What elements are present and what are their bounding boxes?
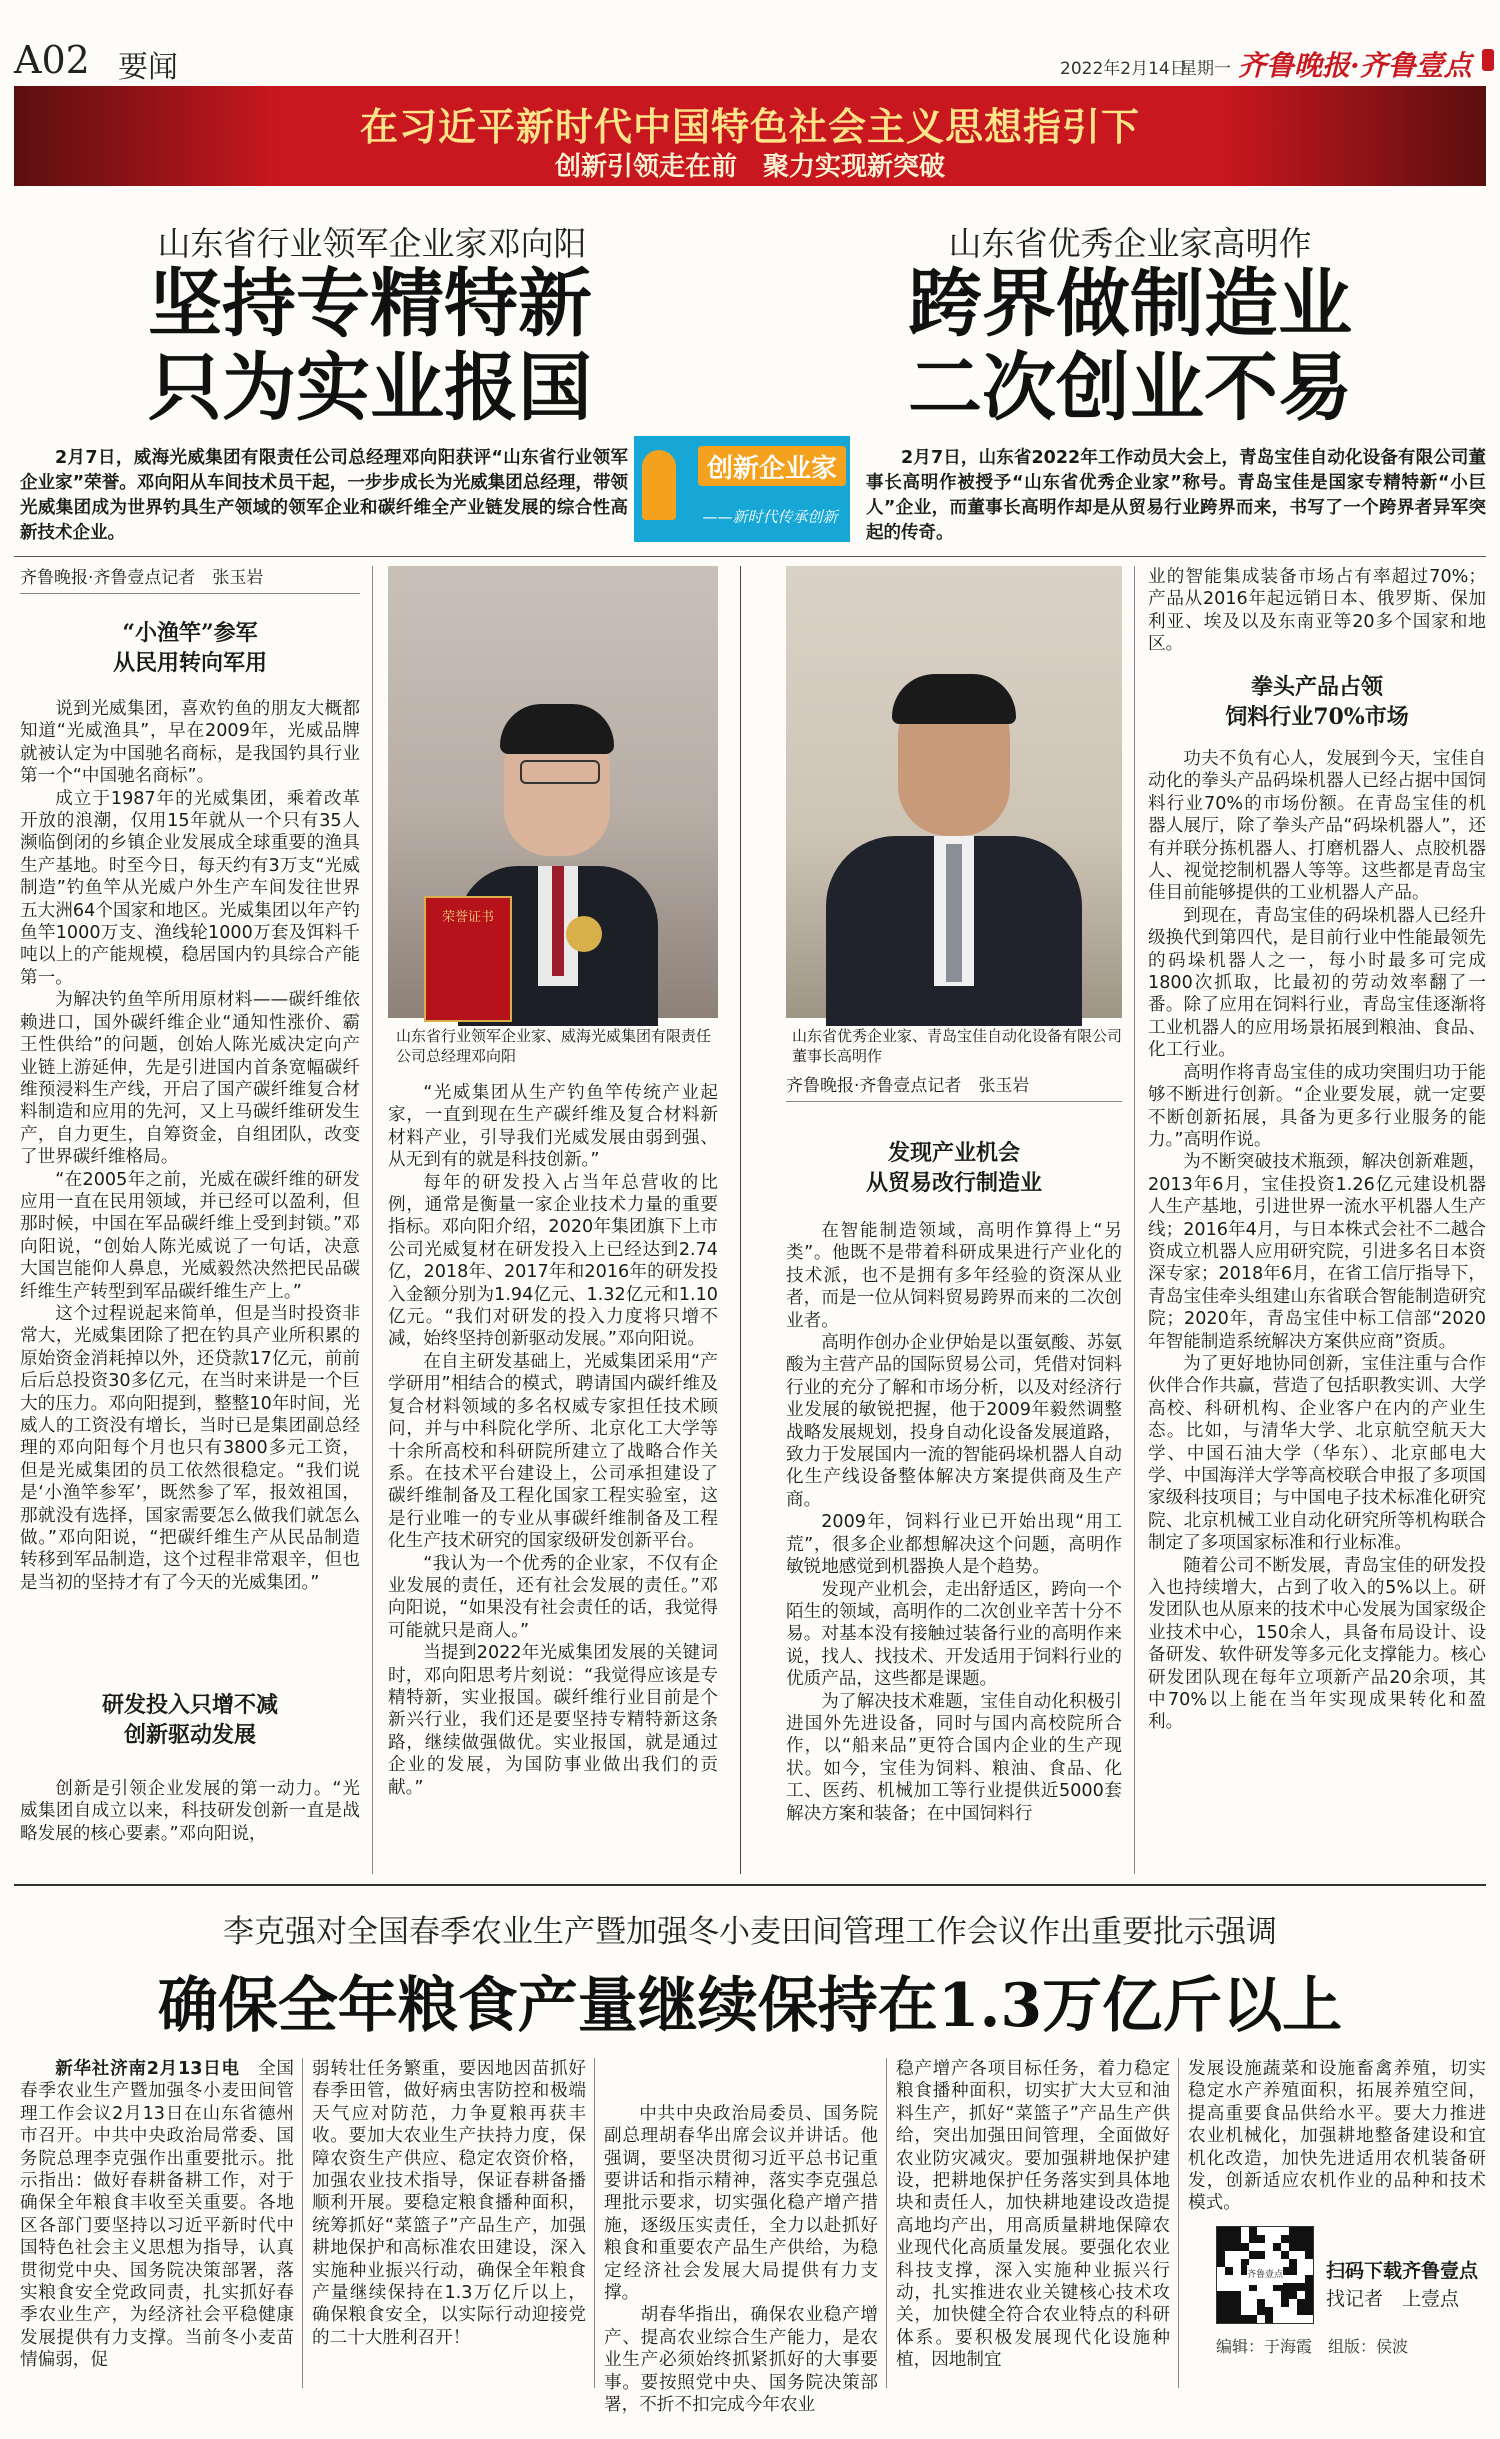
banner-subtitle: 创新引领走在前 聚力实现新突破 <box>554 152 945 182</box>
banner-title: 在习近平新时代中国特色社会主义思想指引下 <box>359 104 1140 149</box>
qr-module <box>1305 2275 1313 2283</box>
qr-module <box>1305 2299 1313 2307</box>
left-column-1b <box>20 1778 360 1870</box>
left-lead <box>20 446 628 546</box>
paragraph: 说到光威集团，喜欢钓鱼的朋友大概都知道“光威渔具”，早在2009年，光威品牌就被认定为中国驰名商标，是我国钓具行业第一个“中国驰名商标”。 <box>20 699 360 787</box>
qr-module <box>1233 2243 1241 2251</box>
qr-module <box>1233 2227 1241 2235</box>
qr-module <box>1257 2307 1265 2315</box>
paragraph: 这个过程说起来简单，但是当时投资非常大，光威集团除了把在钓具产业所积累的原始资金消耗掉以外，还贷款17亿元，前前后后总投资30多亿元，在当时来讲是一个巨大的压力。邓向阳提到，整整10年时间，光威人的工资没有增长，当时已是集团副总经理的邓向阳每个月也只有3800多元工资，但是光威集团的员工依然很稳定。“我们说是‘小渔竿参军’，既然参了军，报效祖国，那就没有选择，国家需要怎么做我们就怎么做。”邓向阳说，“把碳纤维生产从民品制造转移到军品制造，这个过程非常艰辛，但也是当初的坚持才有了今天的光威集团。” <box>20 1303 360 1593</box>
right-subhead-2b: 饲料行业70%市场 <box>1225 704 1409 730</box>
left-subhead-1b: 从民用转向军用 <box>112 650 267 676</box>
left-column-2 <box>388 1082 718 1874</box>
qr-module <box>1265 2307 1273 2315</box>
qr-module <box>1281 2235 1289 2243</box>
paragraph: 成立于1987年的光威集团，乘着改革开放的浪潮，仅用15年就从一个只有35人濒临倒闭的乡镇企业发展成全球重要的渔具生产基地。时至今日，每天约有3万支“光威制造”钓鱼竿从光威户外生产车间发往世界五大洲64个国家和地区。光威集团以年产钓鱼竿1000万支、渔线轮1000万套及饵料千吨以上的产能规模，稳居国内钓具综合产能第一。 <box>20 788 360 988</box>
divider <box>1178 2058 1179 2388</box>
qr-module <box>1297 2243 1305 2251</box>
left-subhead-2b: 创新驱动发展 <box>123 1722 256 1748</box>
issue-weekday: 星期一 <box>1180 59 1231 79</box>
badge-title: 创新企业家 <box>706 454 837 484</box>
paragraph: “在2005年之前，光威在碳纤维的研发应用一直在民用领域，并已经可以盈利，但那时候，中国在军品碳纤维上受到封锁。”邓向阳说，“创始人陈光威说了一句话，决意大国岂能仰人鼻息，光威毅然决然把民品碳纤维生产转型到军品碳纤维生产上。” <box>20 1169 360 1302</box>
qr-module <box>1297 2235 1305 2243</box>
qr-module <box>1249 2235 1257 2243</box>
qr-module <box>1305 2235 1313 2243</box>
paragraph: 弱转壮任务繁重，要因地因苗抓好春季田管，做好病虫害防控和极端天气应对防范，力争夏粮再获丰收。要加大农业生产扶持力度，保障农资生产供应、稳定农资价格，加强农业技术指导，保证春耕备播顺利开展。要稳定粮食播种面积，统筹抓好“菜篮子”产品生产，加强耕地保护和高标准农田建设，深入实施种业振兴行动，确保全年粮食产量继续保持在1.3万亿斤以上，确保粮食安全，以实际行动迎接党的二十大胜利召开！ <box>312 2059 586 2348</box>
qr-module <box>1225 2299 1233 2307</box>
left-subhead-1a: “小渔竿”参军 <box>122 620 258 646</box>
paragraph: 为解决钓鱼竿所用原材料——碳纤维依赖进口，国外碳纤维企业“通知性涨价、霸王性供给”的问题，创始人陈光威决定向产业链上游延伸，先是引进国内首条宽幅碳纤维预浸料生产线，开启了国产碳纤维复合材料制造和应用的先河，又上马碳纤维研发生产，自力更生，自筹资金，自组团队，改变了世界碳纤维格局。 <box>20 990 360 1168</box>
right-lead-text: 2月7日，山东省2022年工作动员大会上，青岛宝佳自动化设备有限公司董事长高明作被授予“山东省优秀企业家”称号。青岛宝佳是国家专精特新“小巨人”企业，而董事长高明作却是从贸易行业跨界而来，书写了一个跨界者异军突起的传奇。 <box>866 448 1486 543</box>
divider <box>594 2058 595 2388</box>
qr-module <box>1225 2315 1233 2323</box>
qr-module <box>1217 2315 1225 2323</box>
brand-logo: 齐鲁晚报·齐鲁壹点 <box>1238 49 1472 82</box>
paragraph: 创新是引领企业发展的第一动力。“光威集团自成立以来，科技研发创新一直是战略发展的核心要素。”邓向阳说， <box>20 1779 360 1844</box>
left-photo-caption: 山东省行业领军企业家、威海光威集团有限责任公司总经理邓向阳 <box>396 1027 712 1065</box>
certificate-label: 荣誉证书 <box>441 910 494 925</box>
bottom-column-1 <box>20 2058 294 2378</box>
qr-module <box>1225 2291 1233 2299</box>
bottom-column-2 <box>312 2058 586 2378</box>
qr-module <box>1217 2251 1225 2259</box>
paragraph <box>20 2058 294 2372</box>
qr-module <box>1281 2251 1289 2259</box>
paragraph: 2009年，饲料行业已开始出现“用工荒”，很多企业都想解决这个问题，高明作敏锐地感觉到机器换人是个趋势。 <box>786 1512 1122 1578</box>
dateline: 新华社济南2月13日电 <box>55 2059 240 2079</box>
right-kicker: 山东省优秀企业家高明作 <box>948 224 1312 263</box>
divider <box>740 566 741 1874</box>
paragraph: 功夫不负有心人，发展到今天，宝佳自动化的拳头产品码垛机器人已经占据中国饲料行业70%的市场份额。在青岛宝佳的机器人展厅，除了拳头产品“码垛机器人”，还有并联分拣机器人、打磨机器人、点胶机器人、视觉挖制机器人等等。这些都是青岛宝佳目前能够提供的工业机器人产品。 <box>1148 749 1486 904</box>
qr-module <box>1233 2235 1241 2243</box>
issue-date: 2022年2月14日 <box>1060 59 1187 79</box>
qr-module <box>1265 2315 1273 2323</box>
qr-module <box>1305 2243 1313 2251</box>
page-number: A02 <box>14 38 90 82</box>
qr-module <box>1249 2227 1257 2235</box>
divider <box>886 2058 887 2388</box>
paragraph: 每年的研发投入占当年总营收的比例，通常是衡量一家企业技术力量的重要指标。邓向阳介绍，2020年集团旗下上市公司光威复材在研发投入上已经达到2.74亿，2018年、2017年和2016年的研发投入金额分别为1.94亿元、1.32亿元和1.10亿元。“我们对研发的投入力度将只增不减，始终坚持创新驱动发展。”邓向阳说。 <box>388 1172 718 1350</box>
paragraph: 稳产增产各项目标任务，着力稳定粮食播种面积，切实扩大大豆和油料生产，抓好“菜篮子”产品生产供给，突出加强田间管理，全面做好农业防灾减灾。要加强耕地保护建设，把耕地保护任务落实到具体地块和责任人，加快耕地建设改造提高地均产出，用高质量耕地保障农业现代化高质量发展。要强化农业科技支撑，深入实施种业振兴行动，扎实推进农业关键核心技术攻关，加快健全符合农业特点的科研体系。要积极发展现代化设施种植，因地制宜 <box>896 2059 1170 2371</box>
right-photo <box>786 566 1122 1018</box>
divider <box>372 566 373 1874</box>
right-byline: 齐鲁晚报·齐鲁壹点记者 张玉岩 <box>786 1076 1030 1096</box>
paragraph: 高明作将青岛宝佳的成功突围归功于能够不断进行创新。“企业要发展，就一定要不断创新拓展，具备为更多行业服务的能力。”高明作说。 <box>1148 1062 1486 1150</box>
qr-module <box>1225 2243 1233 2251</box>
qr-module <box>1297 2283 1305 2291</box>
certificate <box>424 896 512 1022</box>
divider <box>302 2058 303 2388</box>
qr-module <box>1241 2315 1249 2323</box>
qr-module <box>1257 2299 1265 2307</box>
left-photo <box>388 566 718 1018</box>
qr-module <box>1297 2299 1305 2307</box>
qr-module <box>1233 2291 1241 2299</box>
qr-module <box>1297 2227 1305 2235</box>
paragraph: 随着公司不断发展，青岛宝佳的研发投入也持续增大，占到了收入的5%以上。研发团队也从原来的技术中心发展为国家级企业技术中心，150余人，具备布局设计、设备研发、软件研发等多元化支撑能力。核心研发团队现在每年立项新产品20余项，其中70%以上能在当年实现成果转化和盈利。 <box>1148 1555 1486 1733</box>
qr-code[interactable] <box>1216 2226 1314 2324</box>
right-photo-caption: 山东省优秀企业家、青岛宝佳自动化设备有限公司董事长高明作 <box>792 1027 1123 1065</box>
right-headline-2: 二次创业不易 <box>908 345 1352 431</box>
qr-module <box>1273 2243 1281 2251</box>
microphone-icon <box>642 450 676 520</box>
right-subhead-1b: 从贸易改行制造业 <box>865 1170 1042 1196</box>
paragraph: “我认为一个优秀的企业家，不仅有企业发展的责任，还有社会发展的责任。”邓向阳说，“如果没有社会责任的话，我觉得可能就只是商人。” <box>388 1553 718 1641</box>
qr-slogan: 找记者 上壹点 <box>1326 2288 1460 2310</box>
qr-module <box>1281 2299 1289 2307</box>
qr-module <box>1305 2227 1313 2235</box>
top-banner <box>14 86 1486 186</box>
section-name: 要闻 <box>118 50 178 85</box>
hair <box>500 704 614 754</box>
qr-module <box>1289 2227 1297 2235</box>
right-column-1 <box>786 1220 1122 1874</box>
bottom-kicker: 李克强对全国春季农业生产暨加强冬小麦田间管理工作会议作出重要批示强调 <box>223 1914 1277 1950</box>
paragraph: “光威集团从生产钓鱼竿传统产业起家，一直到现在生产碳纤维及复合材料新材料产业，引导我们光威发展由弱到强、从无到有的就是科技创新。” <box>388 1083 718 1171</box>
brand-mark-icon <box>1482 49 1494 71</box>
left-kicker: 山东省行业领军企业家邓向阳 <box>157 224 587 263</box>
right-lead <box>866 446 1486 546</box>
qr-module <box>1289 2243 1297 2251</box>
qr-module <box>1233 2315 1241 2323</box>
left-headline-1: 坚持专精特新 <box>148 261 592 347</box>
qr-module <box>1305 2251 1313 2259</box>
paragraph: 为了解决技术难题，宝佳自动化积极引进国外先进设备，同时与国内高校院所合作，以“船来品”更符合国内企业的生产现状。如今，宝佳为饲料、粮油、食品、化工、医药、机械加工等行业提供近5000套解决方案和装备；在中国饲料行 <box>786 1691 1122 1824</box>
qr-module <box>1289 2291 1297 2299</box>
qr-module <box>1249 2251 1257 2259</box>
qr-module <box>1217 2259 1225 2267</box>
hair <box>892 674 1016 724</box>
paragraph: 为了更好地协同创新，宝佳注重与合作伙伴合作共赢，营造了包括职教实训、大学高校、科研机构、企业客户在内的产业生态。比如，与清华大学、北京航空航天大学、中国石油大学（华东）、北京邮电大学、中国海洋大学等高校联合申报了多项国家级科技项目；与中国电子技术标准化研究院、北京机械工业自动化研究所等机构联合制定了多项国家标准和行业标准。 <box>1148 1353 1486 1554</box>
paragraph: 为不断突破技术瓶颈，解决创新难题，2013年6月，宝佳投资1.26亿元建设机器人生产基地，引进世界一流水平机器人生产线；2016年4月，与日本株式会社不二越合资成立机器人应用研究院，引进多名日本资深专家；2018年6月，在省工信厅指导下，青岛宝佳牵头组建山东省联合智能制造研究院；2020年，青岛宝佳中标工信部“2020年智能制造系统解决方案供应商”资质。 <box>1148 1152 1486 1352</box>
paragraph: 发展设施蔬菜和设施畜禽养殖，切实稳定水产养殖面积，拓展养殖空间，提高重要食品供给水平。要大力推进农业机械化，加强耕地整备建设和宜机化改造，加快先进适用农机装备研发，创新适应农机作业的品种和技术模式。 <box>1188 2059 1486 2214</box>
paragraph-text: 全国春季农业生产暨加强冬小麦田间管理工作会议2月13日在山东省德州市召开。中共中央政治局常委、国务院总理李克强作出重要批示。批示指出：做好春耕备耕工作，对于确保全年粮食丰收至关重要。各地区各部门要坚持以习近平新时代中国特色社会主义思想为指导，认真贯彻党中央、国务院决策部署，落实粮食安全党政同责，扎实抓好春季农业生产，为经济社会平稳健康发展提供有力支撑。当前冬小麦苗情偏弱，促 <box>20 2059 294 2371</box>
qr-module <box>1281 2291 1289 2299</box>
paragraph: 在智能制造领域，高明作算得上“另类”。他既不是带着科研成果进行产业化的技术派，也不是拥有多年经验的资深从业者，而是一位从饲料贸易跨界而来的二次创业者。 <box>786 1221 1122 1331</box>
qr-module <box>1289 2235 1297 2243</box>
divider <box>786 1101 1122 1102</box>
qr-module <box>1305 2291 1313 2299</box>
left-lead-text: 2月7日，威海光威集团有限责任公司总经理邓向阳获评“山东省行业领军企业家”荣誉。邓向阳从车间技术员干起，一步步成长为光威集团总经理，带领光威集团成为世界钓具生产领域的领军企业和碳纤维全产业链发展的综合性高新技术企业。 <box>20 448 628 543</box>
bottom-headline: 确保全年粮食产量继续保持在1.3万亿斤以上 <box>157 1971 1343 2041</box>
left-headline-2: 只为实业报国 <box>148 345 592 431</box>
paragraph: 高明作创办企业伊始是以蛋氨酸、苏氨酸为主营产品的国际贸易公司，凭借对饲料行业的充分了解和市场分析，以及对经济行业发展的敏锐把握，他于2009年毅然调整战略发展规划，投身自动化设备发展道路，致力于发展国内一流的智能码垛机器人自动化生产线设备整体解决方案提供商及生产商。 <box>786 1333 1122 1510</box>
qr-module <box>1297 2307 1305 2315</box>
right-subhead-2a: 拳头产品占领 <box>1250 674 1383 700</box>
qr-module <box>1257 2235 1265 2243</box>
paragraph: 当提到2022年光威集团发展的关键词时，邓向阳思考片刻说：“我觉得应该是专精特新，实业报国。碳纤维行业目前是个新兴行业，我们还是要坚持专精特新这条路，继续做强做优。实业报国，就是通过企业的发展，为国防事业做出我们的贡献。” <box>388 1643 718 1798</box>
innovation-badge <box>634 436 850 542</box>
glasses <box>520 760 600 784</box>
divider <box>14 556 1486 557</box>
bottom-column-3 <box>604 2058 878 2416</box>
qr-module <box>1217 2299 1225 2307</box>
qr-module <box>1217 2235 1225 2243</box>
qr-module <box>1257 2251 1265 2259</box>
qr-module <box>1225 2227 1233 2235</box>
paragraph: 在自主研发基础上，光威集团采用“产学研用”相结合的模式，聘请国内碳纤维及复合材料领域的多名权威专家担任技术顾问，并与中科院化学所、北京化工大学等十余所高校和科研院所建立了战略合作关系。在技术平台建设上，公司承担建设了碳纤维制备及工程化国家工程实验室，这是行业唯一的专业从事碳纤维制备及工程化生产技术研究的国家级研发创新平台。 <box>388 1351 718 1552</box>
paragraph: 业的智能集成装备市场占有率超过70%；产品从2016年起远销日本、俄罗斯、保加利亚、埃及以及东南亚等20多个国家和地区。 <box>1148 567 1486 655</box>
paragraph: 中共中央政治局委员、国务院副总理胡春华出席会议并讲话。他强调，要坚决贯彻习近平总书记重要讲话和指示精神，落实李克强总理批示要求，切实强化稳产增产措施，逐级压实责任，全力以赴抓好粮食和重要农产品生产供给，为稳定经济社会发展大局提供有力支撑。 胡春华指出，确保农业稳产增产、提高农业综合生产能力，是农业生产必须始终抓紧抓好的大事要事。要按照党中央、国务院决策部署，不折不扣完成今年农业 <box>604 2103 878 2416</box>
qr-center-logo: 齐鲁壹点 <box>1247 2265 1283 2285</box>
divider <box>14 1884 1486 1886</box>
paragraph: 到现在，青岛宝佳的码垛机器人已经升级换代到第四代，是目前行业中性能最领先的码垛机器人之一，每小时最多可完成1800次抓取，比最初的劳动效率翻了一番。除了应用在饲料行业，青岛宝佳逐渐将工业机器人的应用场景拓展到粮油、食品、化工行业。 <box>1148 905 1486 1061</box>
qr-module <box>1289 2267 1297 2275</box>
right-column-2a <box>1148 566 1486 658</box>
qr-module <box>1289 2259 1297 2267</box>
right-column-2b <box>1148 748 1486 1874</box>
qr-module <box>1241 2243 1249 2251</box>
bottom-column-4 <box>896 2058 1170 2378</box>
qr-module <box>1225 2235 1233 2243</box>
badge-subtitle: ——新时代传承创新 <box>702 508 838 526</box>
qr-module <box>1249 2315 1257 2323</box>
left-subhead-2a: 研发投入只增不减 <box>101 1692 278 1718</box>
qr-module <box>1217 2243 1225 2251</box>
medal-icon <box>566 916 602 952</box>
qr-label: 扫码下载齐鲁壹点 <box>1326 2260 1479 2282</box>
qr-module <box>1217 2291 1225 2299</box>
qr-module <box>1217 2227 1225 2235</box>
divider <box>20 593 360 594</box>
qr-module <box>1289 2283 1297 2291</box>
left-byline: 齐鲁晚报·齐鲁壹点记者 张玉岩 <box>20 568 264 588</box>
qr-module <box>1305 2283 1313 2291</box>
qr-module <box>1233 2307 1241 2315</box>
qr-module <box>1305 2307 1313 2315</box>
qr-module <box>1225 2267 1233 2275</box>
bottom-column-5 <box>1188 2058 1486 2218</box>
qr-module <box>1225 2307 1233 2315</box>
qr-module <box>1233 2299 1241 2307</box>
divider <box>1134 566 1135 1874</box>
right-headline-1: 跨界做制造业 <box>908 261 1352 347</box>
editor-credit: 编辑：于海霞 组版：侯波 <box>1216 2337 1409 2356</box>
qr-module <box>1217 2307 1225 2315</box>
paragraph: 发现产业机会，走出舒适区，跨向一个陌生的领域，高明作的二次创业辛苦十分不易。对基本没有接触过装备行业的高明作来说，找人、找技术、开发适用于饲料行业的优质产品，这些都是课题。 <box>786 1579 1122 1690</box>
left-column-1 <box>20 698 360 1681</box>
right-subhead-1a: 发现产业机会 <box>887 1140 1020 1166</box>
